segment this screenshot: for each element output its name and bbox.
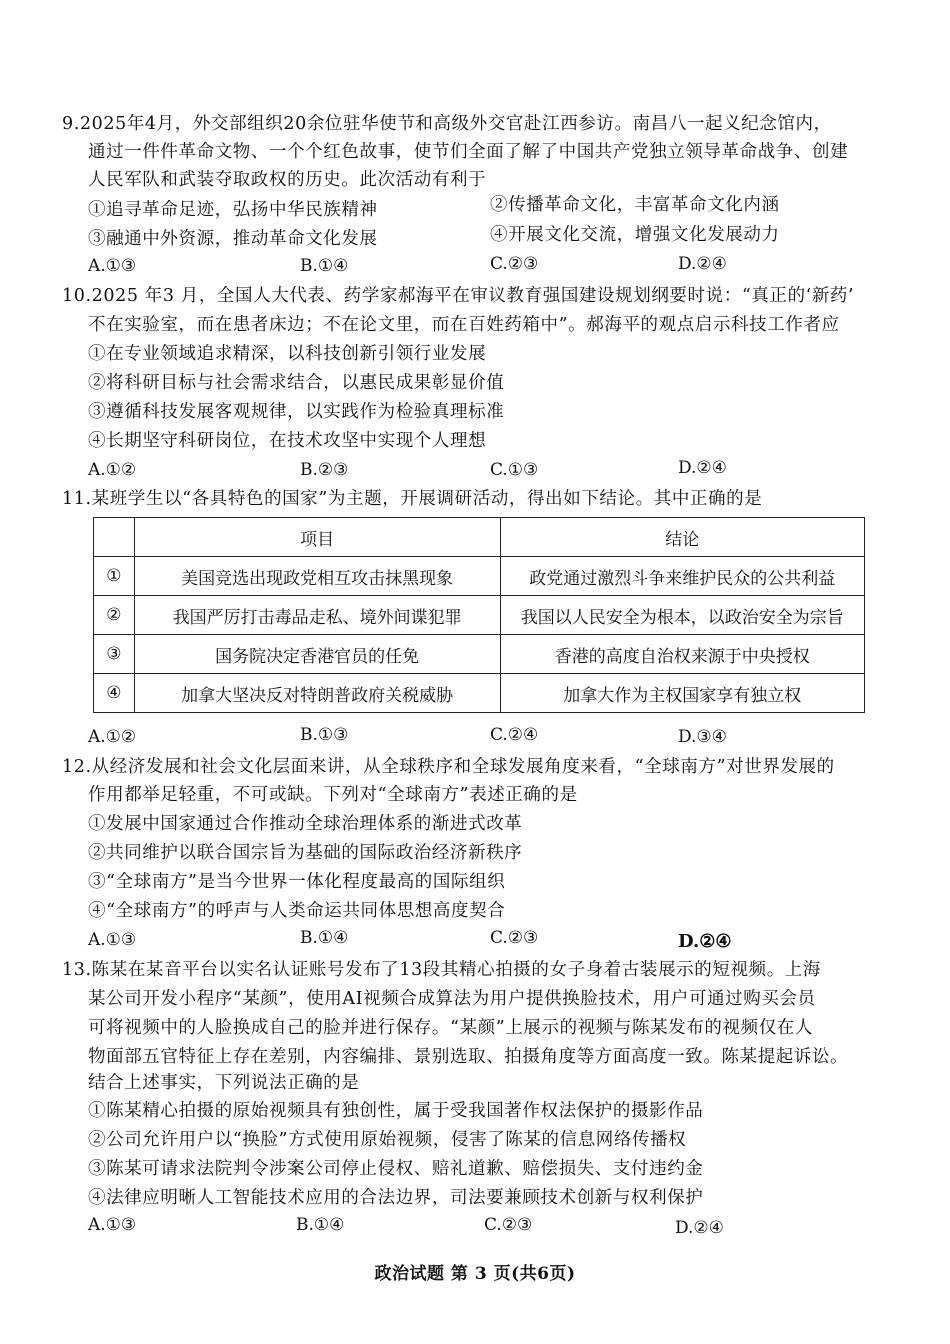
- page-footer: 政治试题 第 3 页(共6页): [374, 1264, 576, 1284]
- q13-option-a: A.①③: [88, 1215, 137, 1235]
- q12-option-c: C.②③: [490, 928, 539, 948]
- q9-item-4: ④开展文化交流，增强文化发展动力: [490, 225, 780, 245]
- q9-option-b: B.①④: [300, 256, 349, 276]
- q10-option-d: D.②④: [678, 458, 727, 478]
- q11-option-a: A.①②: [88, 727, 137, 747]
- table-row: [94, 635, 865, 674]
- q9-item-3: ③融通中外资源，推动革命文化发展: [88, 229, 378, 249]
- q10-item-1: ①在专业领域追求精深，以科技创新引领行业发展: [88, 344, 487, 364]
- table-row-item: 我国严厉打击毒品走私、境外间谍犯罪: [134, 596, 500, 635]
- table-row-index: ②: [94, 596, 135, 635]
- table-row-conclusion: 我国以人民安全为根本，以政治安全为宗旨: [500, 596, 864, 635]
- q10-item-3: ③遵循科技发展客观规律，以实践作为检验真理标准: [88, 402, 505, 422]
- q12-option-b: B.①④: [300, 928, 349, 948]
- q9-stem-line3: 人民军队和武装夺取政权的历史。此次活动有利于: [88, 170, 487, 190]
- q9-stem-line2: 通过一件件革命文物、一个个红色故事，使节们全面了解了中国共产党独立领导革命战争、创建: [88, 142, 849, 162]
- table-row-conclusion: 加拿大作为主权国家享有独立权: [500, 674, 864, 713]
- q12-option-a: A.①③: [88, 930, 137, 950]
- q9-option-d: D.②④: [678, 254, 727, 274]
- q10-option-b: B.②③: [300, 460, 349, 480]
- table-row-item: 加拿大坚决反对特朗普政府关税威胁: [134, 674, 500, 713]
- q13-option-b: B.①④: [296, 1215, 345, 1235]
- q12-item-1: ①发展中国家通过合作推动全球治理体系的渐进式改革: [88, 814, 523, 834]
- q12-item-4: ④“全球南方”的呼声与人类命运共同体思想高度契合: [88, 901, 506, 921]
- q12-stem-line1: 12.从经济发展和社会文化层面来讲，从全球秩序和全球发展角度来看，“全球南方”对世界发展的: [62, 757, 835, 777]
- table-row-index: ③: [94, 635, 135, 674]
- q10-option-c: C.①③: [490, 460, 539, 480]
- q13-stem-line4: 物面部五官特征上存在差别，内容编排、景别选取、拍摄角度等方面高度一致。陈某提起诉讼。: [88, 1047, 849, 1067]
- q12-stem-line2: 作用都举足轻重，不可或缺。下列对“全球南方”表述正确的是: [88, 785, 578, 805]
- table-row: [94, 674, 865, 713]
- q10-option-a: A.①②: [88, 460, 137, 480]
- table-row-index: ④: [94, 674, 135, 713]
- q13-stem-line1: 13.陈某在某音平台以实名认证账号发布了13段其精心拍摄的女子身着古装展示的短视频。上海: [62, 960, 821, 980]
- table-row: [94, 596, 865, 635]
- table-header-item: 项目: [134, 518, 500, 557]
- q13-item-1: ①陈某精心拍摄的原始视频具有独创性，属于受我国著作权法保护的摄影作品: [88, 1101, 704, 1121]
- q13-item-3: ③陈某可请求法院判令涉案公司停止侵权、赔礼道歉、赔偿损失、支付违约金: [88, 1159, 704, 1179]
- table-row-item: 美国竞选出现政党相互攻击抹黑现象: [134, 557, 500, 596]
- q10-item-4: ④长期坚守科研岗位，在技术攻坚中实现个人理想: [88, 431, 487, 451]
- table-header-row: [94, 518, 865, 557]
- q11-option-b: B.①③: [300, 725, 349, 745]
- q12-item-2: ②共同维护以联合国宗旨为基础的国际政治经济新秩序: [88, 843, 523, 863]
- table-header-index: [94, 518, 135, 557]
- q12-item-3: ③“全球南方”是当今世界一体化程度最高的国际组织: [88, 872, 506, 892]
- q13-stem-line2: 某公司开发小程序“某颜”，使用AI视频合成算法为用户提供换脸技术，用户可通过购买会员: [88, 989, 816, 1009]
- table-header-conclusion: 结论: [500, 518, 864, 557]
- q11-option-d: D.③④: [678, 727, 727, 747]
- q13-item-2: ②公司允许用户以“换脸”方式使用原始视频，侵害了陈某的信息网络传播权: [88, 1130, 687, 1150]
- q9-option-a: A.①③: [88, 256, 137, 276]
- table-row-index: ①: [94, 557, 135, 596]
- q13-stem-line3: 可将视频中的人脸换成自己的脸并进行保存。“某颜”上展示的视频与陈某发布的视频仅在人: [88, 1018, 813, 1038]
- q9-item-2: ②传播革命文化，丰富革命文化内涵: [490, 195, 780, 215]
- q13-stem-line5: 结合上述事实，下列说法正确的是: [88, 1073, 360, 1093]
- table-row-conclusion: 香港的高度自治权来源于中央授权: [500, 635, 864, 674]
- q10-item-2: ②将科研目标与社会需求结合，以惠民成果彰显价值: [88, 373, 505, 393]
- q9-stem-line1: 9.2025年4月，外交部组织20余位驻华使节和高级外交官赴江西参访。南昌八一起义纪念馆内，: [62, 114, 832, 134]
- q13-option-d: D.②④: [675, 1218, 724, 1238]
- table-row: [94, 557, 865, 596]
- q9-item-1: ①追寻革命足迹，弘扬中华民族精神: [88, 200, 378, 220]
- q10-stem-line1: 10.2025 年3 月，全国人大代表、药学家郝海平在审议教育强国建设规划纲要时说：“真正的‘新药’: [62, 286, 855, 306]
- q10-stem-line2: 不在实验室，而在患者床边；不在论文里，而在百姓药箱中”。郝海平的观点启示科技工作者应: [88, 315, 840, 335]
- q12-option-d: D.②④: [678, 931, 732, 952]
- q9-option-c: C.②③: [490, 254, 539, 274]
- table-row-item: 国务院决定香港官员的任免: [134, 635, 500, 674]
- q13-option-c: C.②③: [484, 1215, 533, 1235]
- q13-item-4: ④法律应明晰人工智能技术应用的合法边界，司法要兼顾技术创新与权利保护: [88, 1188, 704, 1208]
- table-row-conclusion: 政党通过激烈斗争来维护民众的公共利益: [500, 557, 864, 596]
- q11-stem: 11.某班学生以“各具特色的国家”为主题，开展调研活动，得出如下结论。其中正确的是: [62, 489, 763, 509]
- survey-table: [93, 517, 865, 713]
- q11-option-c: C.②④: [490, 725, 539, 745]
